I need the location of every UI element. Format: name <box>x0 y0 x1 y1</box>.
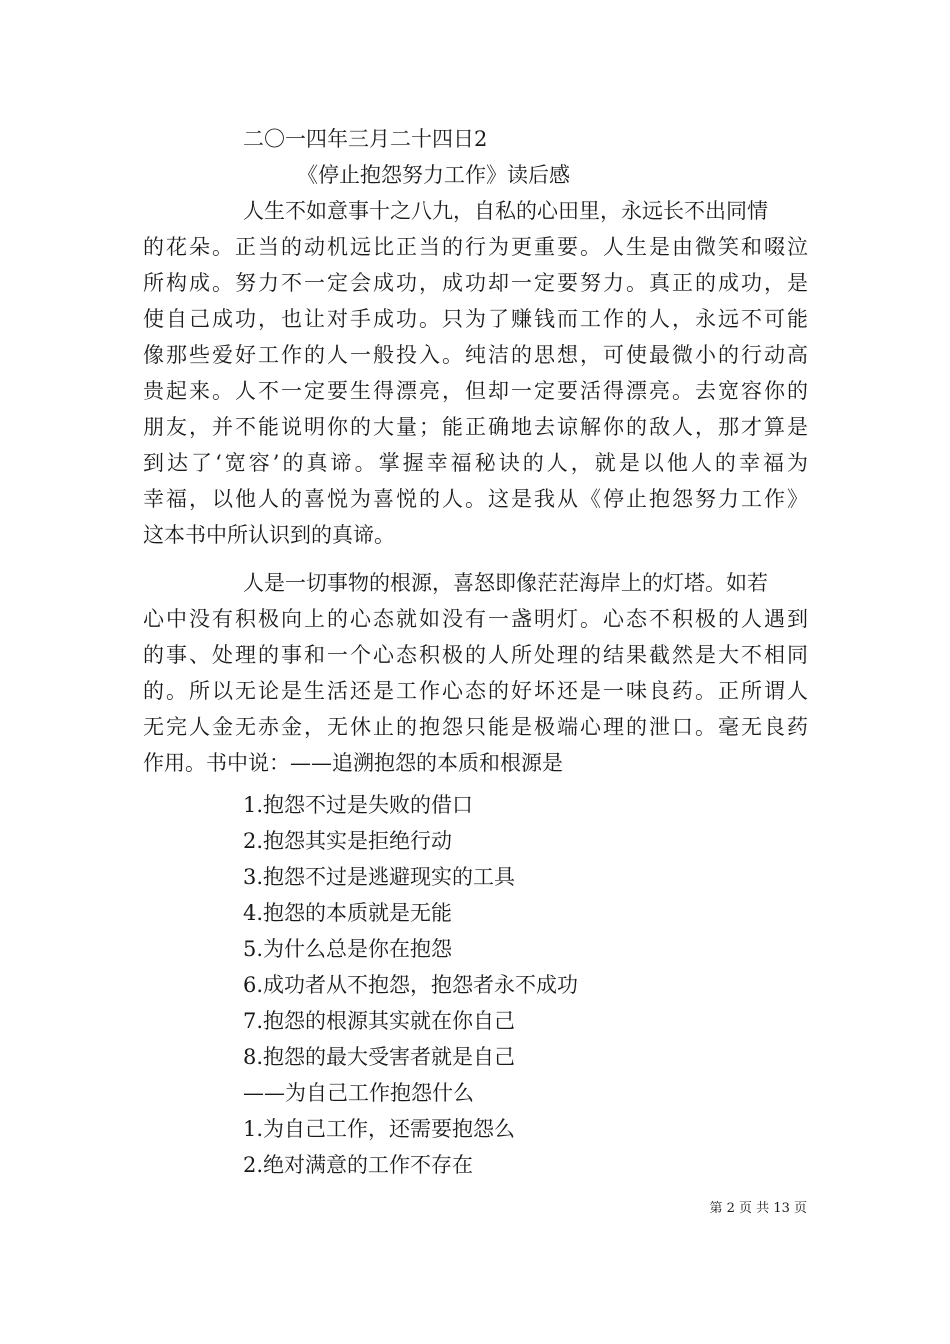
paragraph-line: 人生不如意事十之八九，自私的心田里，永远长不出同情 <box>243 199 768 223</box>
paragraph-line: 幸福，以他人的喜悦为喜悦的人。这是我从《停止抱怨努力工作》 <box>143 487 808 511</box>
list-item: 1.为自己工作，还需要抱怨么 <box>243 1117 516 1141</box>
paragraph-line: 人是一切事物的根源，喜怒即像茫茫海岸上的灯塔。如若 <box>243 571 768 595</box>
list-item: 8.抱怨的最大受害者就是自己 <box>243 1045 516 1069</box>
list-item: 7.抱怨的根源其实就在你自己 <box>243 1009 516 1033</box>
page-number: 第 2 页 共 13 页 <box>709 1201 807 1216</box>
list-item: 5.为什么总是你在抱怨 <box>243 937 453 961</box>
list-item: 2.绝对满意的工作不存在 <box>243 1153 474 1177</box>
list-item: 1.抱怨不过是失败的借口 <box>243 793 474 817</box>
list-item: 3.抱怨不过是逃避现实的工具 <box>243 865 516 889</box>
paragraph-line: 的。所以无论是生活还是工作心态的好坏还是一味良药。正所谓人 <box>143 679 808 703</box>
list-item: 2.抱怨其实是拒绝行动 <box>243 829 453 853</box>
section-heading: ——为自己工作抱怨什么 <box>243 1081 474 1105</box>
paragraph-line: 的花朵。正当的动机远比正当的行为更重要。人生是由微笑和啜泣 <box>143 235 808 259</box>
paragraph-line: 到达了‘宽容’的真谛。掌握幸福秘诀的人，就是以他人的幸福为 <box>143 451 808 475</box>
paragraph-line: 所构成。努力不一定会成功，成功却一定要努力。真正的成功，是 <box>143 271 808 295</box>
paragraph-line: 作用。书中说：——追溯抱怨的本质和根源是 <box>143 751 563 775</box>
document-title: 《停止抱怨努力工作》读后感 <box>297 163 570 187</box>
paragraph-line: 的事、处理的事和一个心态积极的人所处理的结果截然是大不相同 <box>143 643 808 667</box>
paragraph-line: 无完人金无赤金，无休止的抱怨只能是极端心理的泄口。毫无良药 <box>143 715 808 739</box>
paragraph-line: 朋友，并不能说明你的大量；能正确地去谅解你的敌人，那才算是 <box>143 415 808 439</box>
paragraph-line: 这本书中所认识到的真谛。 <box>143 523 395 547</box>
paragraph-line: 心中没有积极向上的心态就如没有一盏明灯。心态不积极的人遇到 <box>143 607 808 631</box>
date-line: 二〇一四年三月二十四日2 <box>243 127 488 151</box>
paragraph-line: 使自己成功，也让对手成功。只为了赚钱而工作的人，永远不可能 <box>143 307 808 331</box>
list-item: 4.抱怨的本质就是无能 <box>243 901 453 925</box>
paragraph-line: 像那些爱好工作的人一般投入。纯洁的思想，可使最微小的行动高 <box>143 343 808 367</box>
paragraph-line: 贵起来。人不一定要生得漂亮，但却一定要活得漂亮。去宽容你的 <box>143 379 808 403</box>
list-item: 6.成功者从不抱怨，抱怨者永不成功 <box>243 973 579 997</box>
